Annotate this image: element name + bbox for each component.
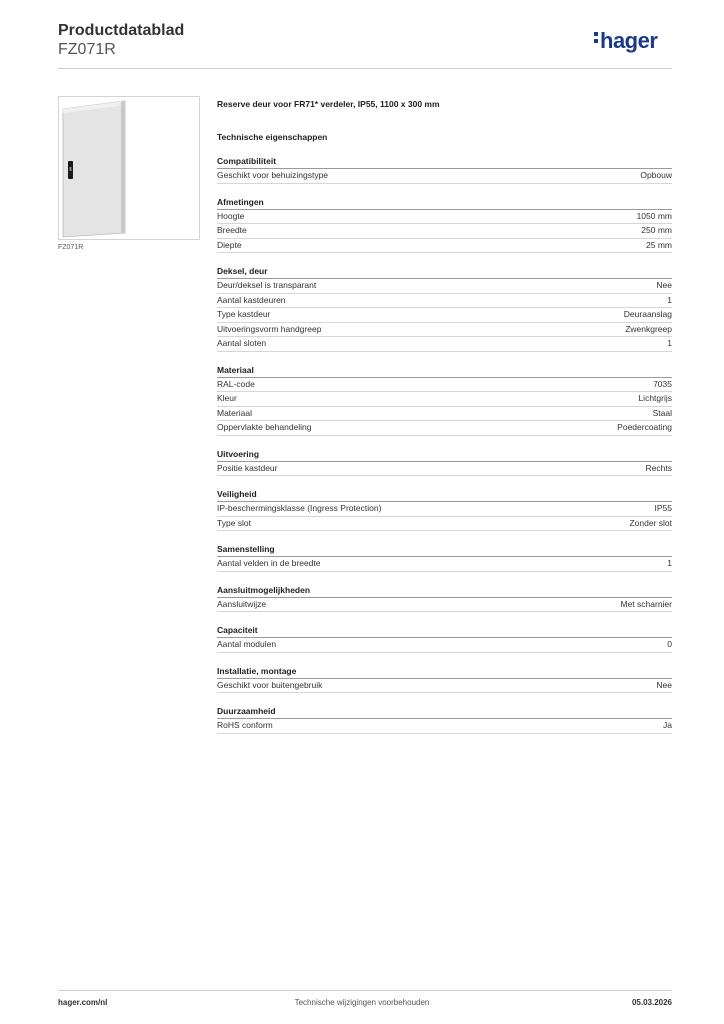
spec-label: Aantal modulen — [217, 639, 277, 649]
spec-label: Geschikt voor behuizingstype — [217, 170, 329, 180]
footer-website: hager.com/nl — [58, 998, 108, 1007]
spec-value: Zwenkgreep — [625, 323, 672, 334]
spec-value: 250 mm — [641, 225, 672, 235]
spec-value: Staal — [652, 407, 672, 418]
spec-value: 1 — [667, 294, 672, 305]
spec-content — [217, 97, 672, 734]
spec-groups — [217, 155, 672, 734]
spec-row — [217, 169, 672, 184]
spec-label: Diepte — [217, 239, 242, 250]
spec-value: 0 — [667, 639, 672, 649]
spec-value: 1 — [667, 558, 672, 568]
logo-text: hager — [600, 28, 658, 53]
spec-group-title: Duurzaamheid — [217, 705, 672, 719]
tech-heading: Technische eigenschappen — [217, 132, 328, 142]
spec-label: Materiaal — [217, 407, 252, 418]
spec-group-title: Veiligheid — [217, 488, 672, 502]
product-image — [58, 96, 200, 240]
spec-row — [217, 308, 672, 323]
spec-value: Zonder slot — [629, 517, 672, 528]
spec-group-title: Installatie, montage — [217, 665, 672, 679]
spec-row — [217, 337, 672, 352]
spec-label: Oppervlakte behandeling — [217, 422, 312, 432]
product-description: Reserve deur voor FR71* verdeler, IP55, 1100 x 300 mm — [217, 99, 440, 109]
spec-label: Deur/deksel is transparant — [217, 280, 317, 290]
hager-logo — [594, 30, 657, 52]
spec-row — [217, 502, 672, 517]
spec-group — [217, 155, 672, 184]
spec-group — [217, 584, 672, 613]
spec-value: Poedercoating — [617, 422, 672, 432]
spec-label: RoHS conform — [217, 720, 273, 730]
spec-value: Nee — [656, 280, 672, 290]
spec-label: Geschikt voor buitengebruik — [217, 679, 323, 690]
spec-label: Type kastdeur — [217, 309, 271, 319]
spec-label: IP-beschermingsklasse (Ingress Protection) — [217, 503, 382, 513]
header-divider — [58, 68, 672, 69]
spec-value: Rechts — [645, 462, 672, 473]
spec-label: Aantal velden in de breedte — [217, 558, 321, 568]
spec-group — [217, 196, 672, 254]
spec-group-title: Materiaal — [217, 364, 672, 378]
footer-divider — [58, 990, 672, 991]
spec-group-title: Aansluitmogelijkheden — [217, 584, 672, 598]
spec-row — [217, 517, 672, 532]
spec-group — [217, 364, 672, 436]
spec-value: 1 — [667, 338, 672, 348]
spec-value: Nee — [656, 679, 672, 690]
spec-row — [217, 224, 672, 239]
spec-value: Opbouw — [640, 170, 672, 180]
spec-row — [217, 598, 672, 613]
footer-notice: Technische wijzigingen voorbehouden — [294, 998, 430, 1007]
product-code: FZ071R — [58, 41, 116, 58]
spec-row — [217, 279, 672, 294]
spec-row — [217, 323, 672, 338]
spec-group-title: Capaciteit — [217, 624, 672, 638]
page-title: Productdatablad — [58, 22, 185, 39]
spec-group — [217, 265, 672, 352]
spec-row — [217, 239, 672, 254]
spec-value: Met scharnier — [620, 598, 672, 609]
spec-value: IP55 — [654, 503, 672, 513]
image-caption: FZ071R — [58, 244, 84, 251]
spec-group — [217, 665, 672, 694]
spec-value: Ja — [663, 720, 672, 730]
page-header — [58, 22, 184, 59]
spec-value: Lichtgrijs — [638, 393, 672, 403]
spec-group — [217, 624, 672, 653]
spec-value: Deuraanslag — [623, 309, 672, 319]
spec-row — [217, 392, 672, 407]
footer-date: 05.03.2026 — [631, 998, 672, 1007]
spec-row — [217, 638, 672, 653]
spec-label: Aantal sloten — [217, 338, 267, 348]
spec-label: Aantal kastdeuren — [217, 294, 286, 305]
spec-group — [217, 488, 672, 531]
spec-value: 1050 mm — [636, 210, 672, 221]
spec-label: Positie kastdeur — [217, 462, 278, 473]
spec-group-title: Compatibiliteit — [217, 155, 672, 169]
spec-row — [217, 294, 672, 309]
spec-label: Hoogte — [217, 210, 245, 221]
spec-label: Uitvoeringsvorm handgreep — [217, 323, 322, 334]
spec-label: Breedte — [217, 225, 247, 235]
spec-label: Kleur — [217, 393, 237, 403]
spec-group — [217, 543, 672, 572]
spec-group-title: Afmetingen — [217, 196, 672, 210]
cabinet-door-icon — [59, 97, 199, 239]
spec-label: Aansluitwijze — [217, 598, 267, 609]
spec-group-title: Samenstelling — [217, 543, 672, 557]
spec-group-title: Uitvoering — [217, 448, 672, 462]
spec-row — [217, 210, 672, 225]
spec-group — [217, 448, 672, 477]
spec-row — [217, 378, 672, 393]
logo-dots-icon — [594, 32, 598, 46]
spec-row — [217, 462, 672, 477]
spec-value: 25 mm — [646, 239, 672, 250]
spec-group-title: Deksel, deur — [217, 265, 672, 279]
spec-row — [217, 421, 672, 436]
spec-group — [217, 705, 672, 734]
spec-label: RAL-code — [217, 378, 255, 389]
spec-label: Type slot — [217, 517, 252, 528]
spec-row — [217, 719, 672, 734]
spec-row — [217, 679, 672, 694]
spec-value: 7035 — [653, 378, 672, 389]
spec-row — [217, 407, 672, 422]
spec-row — [217, 557, 672, 572]
